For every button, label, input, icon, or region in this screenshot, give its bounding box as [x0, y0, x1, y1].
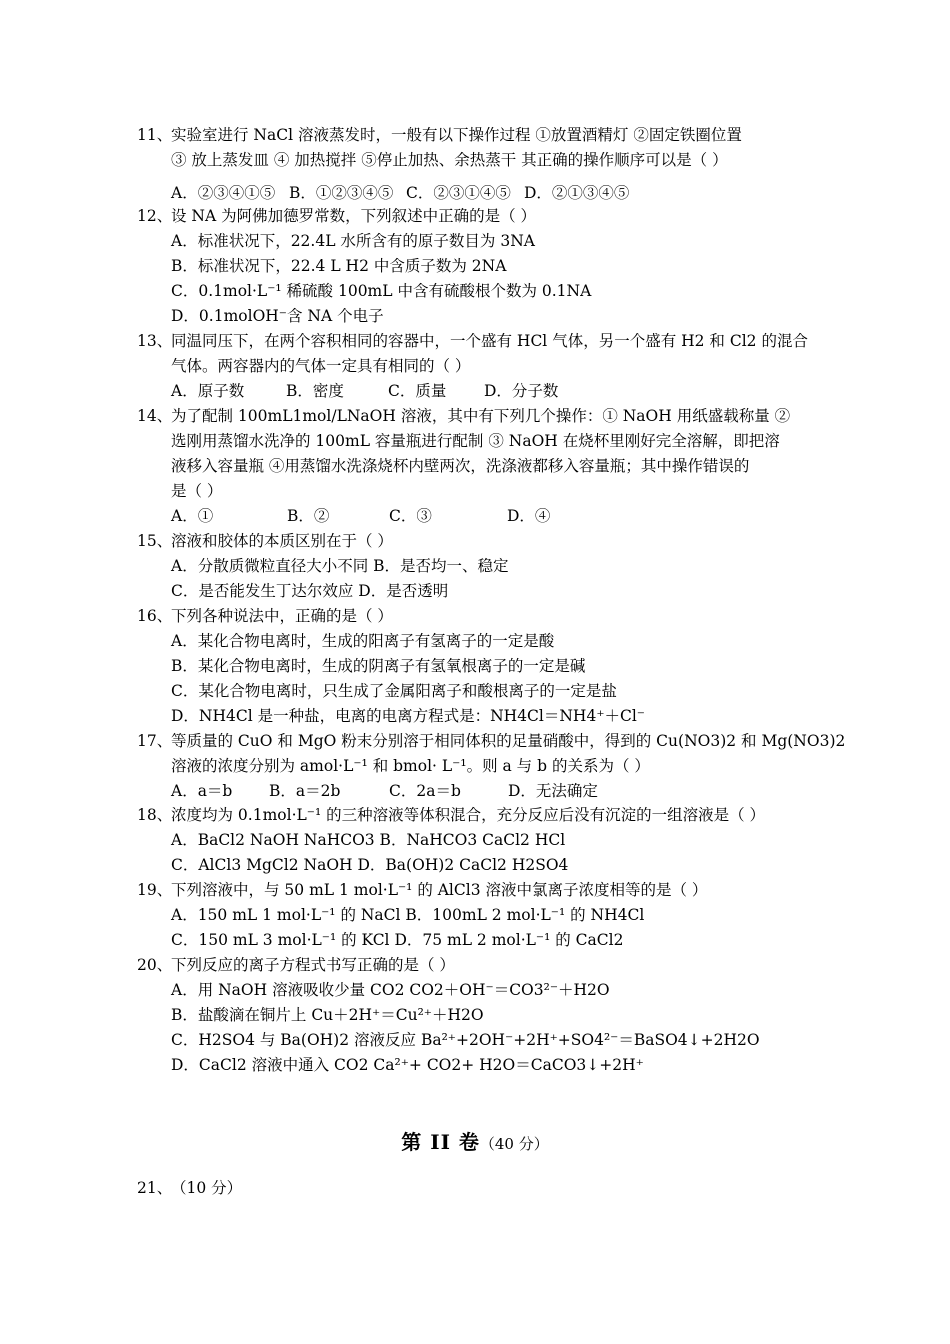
question-number: 17、	[137, 732, 173, 750]
option-c: C．质量	[388, 382, 447, 400]
answer-options	[137, 779, 827, 804]
question-number: 14、	[137, 407, 173, 425]
option-a: A．某化合物电离时，生成的阳离子有氢离子的一定是酸	[171, 632, 555, 650]
question-stem: 实验室进行 NaCl 溶液蒸发时，一般有以下操作过程 ①放置酒精灯 ②固定铁圈位置	[171, 126, 742, 144]
option-b: B．a＝2b	[269, 782, 341, 800]
option-b: B．①②③④⑤	[289, 184, 394, 202]
question-13	[137, 329, 827, 404]
answer-options	[137, 379, 827, 404]
option-c: C．③	[389, 507, 432, 525]
question-stem: 溶液和胶体的本质区别在于（ ）	[171, 532, 393, 550]
question-19	[137, 878, 827, 953]
question-21	[137, 1176, 242, 1201]
question-stem: 下列溶液中，与 50 mL 1 mol·L⁻¹ 的 AlCl3 溶液中氯离子浓度相等的是（ ）	[171, 881, 708, 899]
options-row: C．AlCl3 MgCl2 NaOH D．Ba(OH)2 CaCl2 H2SO4	[171, 856, 569, 874]
question-number: 16、	[137, 607, 173, 625]
question-18	[137, 803, 827, 878]
question-stem: 设 NA 为阿佛加德罗常数，下列叙述中正确的是（ ）	[171, 207, 537, 225]
options-row: A．BaCl2 NaOH NaHCO3 B．NaHCO3 CaCl2 HCl	[171, 831, 566, 849]
option-c: C．某化合物电离时，只生成了金属阳离子和酸根离子的一定是盐	[171, 682, 617, 700]
question-stem-continued: 是（ ）	[171, 482, 223, 500]
option-b: B．②	[287, 507, 330, 525]
option-b: B．标准状况下，22.4 L H2 中含质子数为 2NA	[171, 257, 507, 275]
option-d: D．②①③④⑤	[524, 184, 630, 202]
question-number: 18、	[137, 806, 173, 824]
question-number: 19、	[137, 881, 173, 899]
question-stem-continued: 溶液的浓度分别为 amol·L⁻¹ 和 bmol· L⁻¹。则 a 与 b 的关系为（ ）	[171, 757, 650, 775]
option-d: D．NH4Cl 是一种盐，电离的电离方程式是：NH4Cl＝NH4⁺＋Cl⁻	[171, 707, 645, 725]
question-score: （10 分）	[171, 1179, 243, 1197]
question-number: 21、	[137, 1179, 173, 1197]
option-d: D．0.1molOH⁻含 NA 个电子	[171, 307, 384, 325]
section-heading	[0, 1128, 950, 1158]
options-row: A．分散质微粒直径大小不同 B．是否均一、稳定	[171, 557, 509, 575]
answer-options	[137, 504, 827, 529]
option-a: A．a＝b	[171, 782, 233, 800]
option-c: C．H2SO4 与 Ba(OH)2 溶液反应 Ba²⁺+2OH⁻+2H⁺+SO4²⁻＝BaSO4↓+2H2O	[171, 1031, 760, 1049]
question-stem: 同温同压下，在两个容积相同的容器中，一个盛有 HCl 气体，另一个盛有 H2 和 Cl2 的混合	[171, 332, 808, 350]
option-c: C．0.1mol·L⁻¹ 稀硫酸 100mL 中含有硫酸根个数为 0.1NA	[171, 282, 592, 300]
question-number: 15、	[137, 532, 173, 550]
option-a: A．②③④①⑤	[171, 184, 276, 202]
option-a: A．标准状况下，22.4L 水所含有的原子数目为 3NA	[171, 232, 535, 250]
option-b: B．盐酸滴在铜片上 Cu＋2H⁺＝Cu²⁺＋H2O	[171, 1006, 484, 1024]
question-stem-continued: 选刚用蒸馏水洗净的 100mL 容量瓶进行配制 ③ NaOH 在烧杯里刚好完全溶解，即把溶	[171, 432, 780, 450]
option-d: D．CaCl2 溶液中通入 CO2 Ca²⁺+ CO2+ H2O＝CaCO3↓+2H⁺	[171, 1056, 644, 1074]
option-c: C．②③①④⑤	[406, 184, 511, 202]
option-d: D．④	[507, 507, 551, 525]
question-number: 11、	[137, 126, 173, 144]
option-b: B．某化合物电离时，生成的阴离子有氢氧根离子的一定是碱	[171, 657, 586, 675]
question-stem: 下列反应的离子方程式书写正确的是（ ）	[171, 956, 455, 974]
section-score: （40 分）	[479, 1135, 549, 1153]
option-b: B．密度	[286, 382, 344, 400]
question-15	[137, 529, 827, 604]
question-number: 13、	[137, 332, 173, 350]
option-a: A．①	[171, 507, 214, 525]
question-stem-continued: ③ 放上蒸发皿 ④ 加热搅拌 ⑤停止加热、余热蒸干 其正确的操作顺序可以是（ ）	[171, 151, 728, 169]
option-a: A．原子数	[171, 382, 245, 400]
question-stem: 浓度均为 0.1mol·L⁻¹ 的三种溶液等体积混合，充分反应后没有沉淀的一组溶液是（ ）	[171, 806, 766, 824]
option-d: D．无法确定	[508, 782, 598, 800]
question-14	[137, 404, 827, 529]
question-11	[137, 123, 827, 206]
question-number: 20、	[137, 956, 173, 974]
options-row: C．150 mL 3 mol·L⁻¹ 的 KCl D．75 mL 2 mol·L⁻¹ 的 CaCl2	[171, 931, 624, 949]
options-row: A．150 mL 1 mol·L⁻¹ 的 NaCl B．100mL 2 mol·L⁻¹ 的 NH4Cl	[171, 906, 645, 924]
question-number: 12、	[137, 207, 173, 225]
answer-options	[137, 181, 827, 206]
section-title: 第 II 卷	[401, 1130, 480, 1154]
option-c: C．2a＝b	[389, 782, 461, 800]
question-stem: 为了配制 100mL1mol/LNaOH 溶液，其中有下列几个操作：① NaOH 用纸盛载称量 ②	[171, 407, 791, 425]
question-stem: 等质量的 CuO 和 MgO 粉末分别溶于相同体积的足量硝酸中，得到的 Cu(NO3)2 和 Mg(NO3)2	[171, 732, 846, 750]
option-d: D．分子数	[484, 382, 559, 400]
question-16	[137, 604, 827, 729]
question-stem-continued: 液移入容量瓶 ④用蒸馏水洗涤烧杯内壁两次，洗涤液都移入容量瓶；其中操作错误的	[171, 457, 750, 475]
option-a: A．用 NaOH 溶液吸收少量 CO2 CO2＋OH⁻＝CO3²⁻＋H2O	[171, 981, 610, 999]
question-stem-continued: 气体。两容器内的气体一定具有相同的（ ）	[171, 357, 471, 375]
options-row: C．是否能发生丁达尔效应 D．是否透明	[171, 582, 449, 600]
question-stem: 下列各种说法中，正确的是（ ）	[171, 607, 393, 625]
question-17	[137, 729, 846, 804]
question-12	[137, 204, 827, 329]
question-20	[137, 953, 827, 1078]
